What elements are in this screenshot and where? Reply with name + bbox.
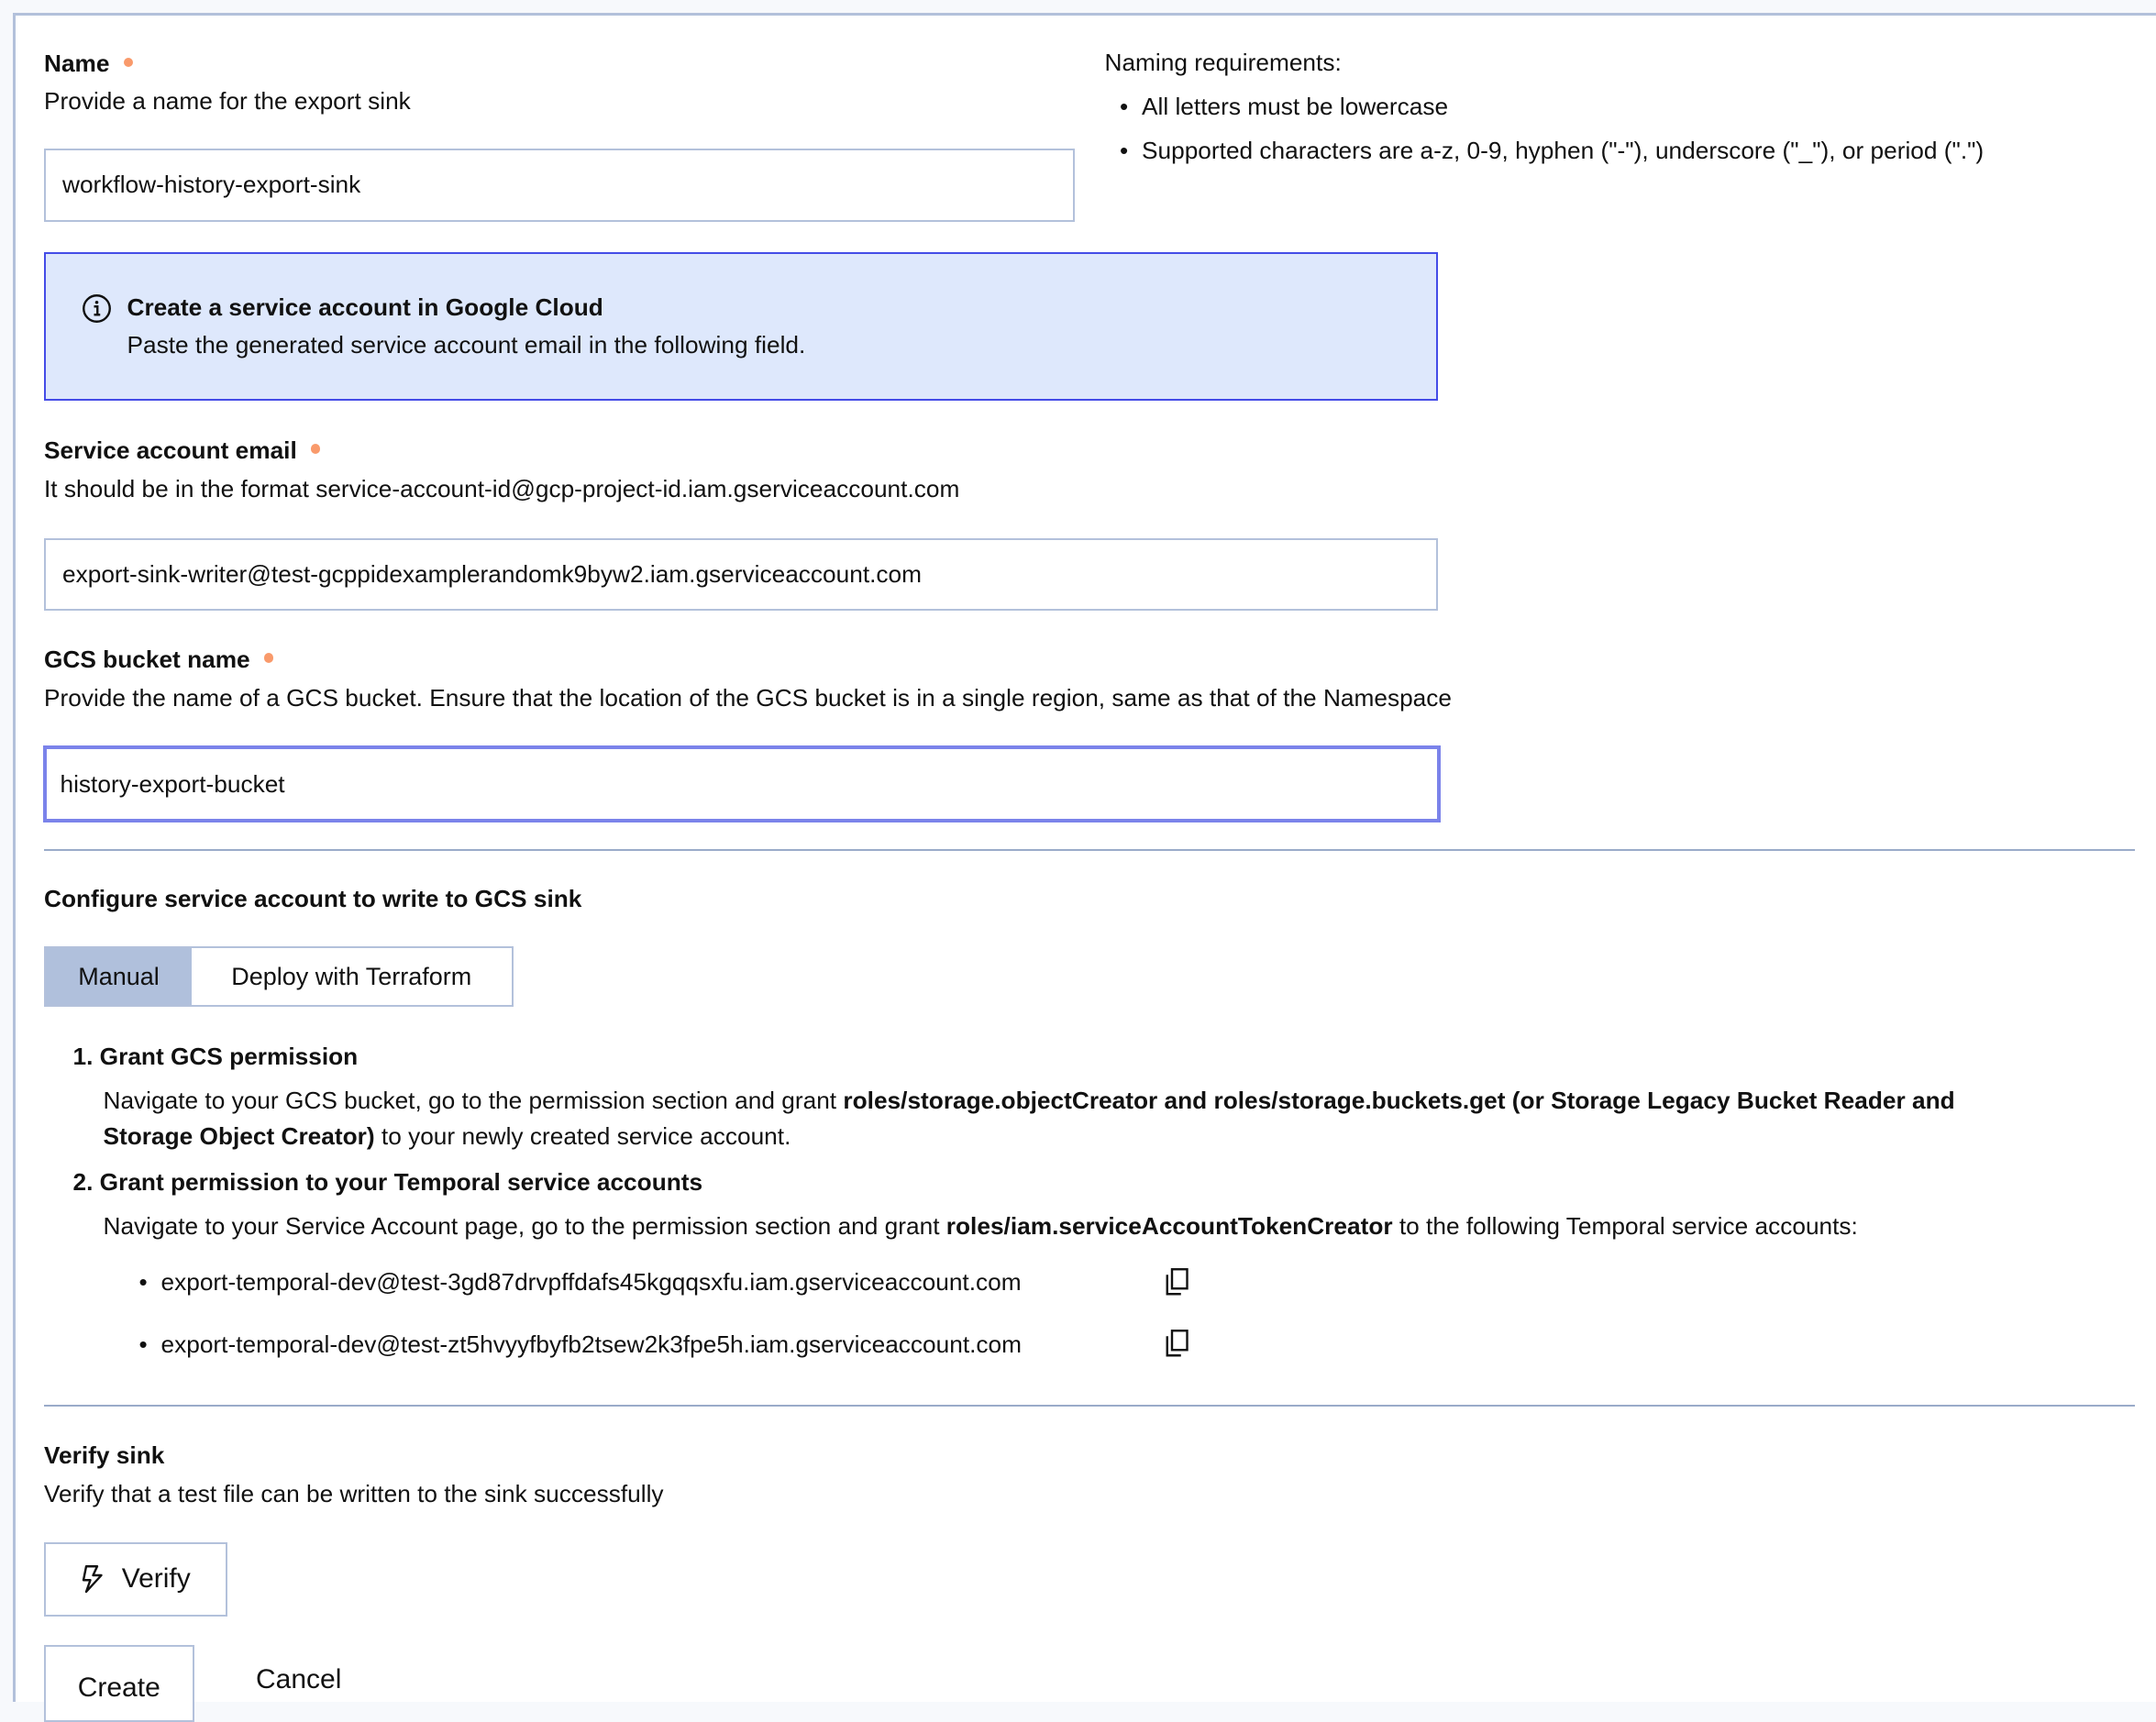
tab-deploy-with-terraform[interactable]: Deploy with Terraform	[192, 948, 512, 1005]
step-2-text-end: to the following Temporal service accounts:	[1393, 1212, 1858, 1240]
info-banner-title: Create a service account in Google Cloud	[127, 293, 603, 322]
info-circle-icon	[82, 293, 112, 324]
service-account-label-text: Service account email	[44, 436, 297, 464]
required-indicator	[311, 444, 321, 454]
step-2-role: roles/iam.serviceAccountTokenCreator	[946, 1212, 1393, 1240]
tab-manual[interactable]: Manual	[46, 948, 192, 1005]
required-indicator	[124, 58, 134, 68]
temporal-service-account: export-temporal-dev@test-zt5hvyyfbyfb2tsew2k3fpe5h.iam.gserviceaccount.com	[161, 1330, 1023, 1358]
step-1-title: 1. Grant GCS permission	[73, 1043, 359, 1071]
verify-button-label: Verify	[122, 1563, 191, 1595]
step-2-text-part: Navigate to your Service Account page, go to the permission section and grant	[104, 1212, 946, 1240]
info-banner-text: Paste the generated service account email in the following field.	[127, 331, 806, 359]
service-account-label	[44, 436, 320, 465]
lightning-icon	[81, 1564, 105, 1595]
step-1-text	[104, 1087, 1955, 1115]
naming-requirements-title: Naming requirements:	[1105, 49, 1342, 77]
verify-title: Verify sink	[44, 1441, 164, 1470]
create-button[interactable]: Create	[44, 1645, 194, 1722]
bucket-name-input[interactable]: history-export-bucket	[43, 745, 1441, 822]
configure-tabs	[44, 946, 514, 1007]
naming-requirement-item: • All letters must be lowercase	[1142, 93, 1448, 121]
naming-requirement-item: • Supported characters are a-z, 0-9, hyphen ("-"), underscore ("_"), or period (".")	[1142, 137, 1984, 165]
step-1-text-part: Navigate to your GCS bucket, go to the permission section and grant	[104, 1087, 844, 1114]
bucket-label-text: GCS bucket name	[44, 646, 250, 673]
copy-icon[interactable]	[1164, 1329, 1191, 1359]
bucket-description: Provide the name of a GCS bucket. Ensure that the location of the GCS bucket is in a single region, same as that of the Namespace	[44, 684, 1452, 712]
copy-icon[interactable]	[1164, 1267, 1191, 1297]
step-1-text-end: to your newly created service account.	[375, 1122, 791, 1150]
step-1-roles-cont: Storage Object Creator)	[104, 1122, 375, 1150]
service-account-email-input[interactable]: export-sink-writer@test-gcppidexamplerandomk9byw2.iam.gserviceaccount.com	[44, 538, 1438, 612]
section-divider	[44, 1405, 2135, 1407]
name-label-text: Name	[44, 50, 110, 77]
verify-button[interactable]	[44, 1542, 227, 1617]
name-description: Provide a name for the export sink	[44, 87, 411, 116]
configure-title: Configure service account to write to GCS sink	[44, 885, 581, 913]
temporal-service-account-item	[161, 1268, 1022, 1297]
info-banner	[44, 252, 1438, 401]
name-label	[44, 50, 133, 78]
section-divider	[44, 849, 2135, 851]
step-1-text-cont	[104, 1122, 791, 1151]
required-indicator	[264, 653, 274, 663]
temporal-service-account: export-temporal-dev@test-3gd87drvpffdafs45kgqqsxfu.iam.gserviceaccount.com	[161, 1268, 1022, 1296]
service-account-description: It should be in the format service-account-id@gcp-project-id.iam.gserviceaccount.com	[44, 475, 959, 503]
step-2-text	[104, 1212, 1858, 1241]
step-1-roles: roles/storage.objectCreator and roles/storage.buckets.get (or Storage Legacy Bucket Reader and	[843, 1087, 1954, 1114]
temporal-service-account-item	[161, 1330, 1023, 1359]
bucket-label	[44, 646, 273, 674]
step-2-title: 2. Grant permission to your Temporal service accounts	[73, 1168, 703, 1197]
verify-description: Verify that a test file can be written to the sink successfully	[44, 1480, 664, 1508]
name-input[interactable]: workflow-history-export-sink	[44, 149, 1075, 222]
cancel-button[interactable]: Cancel	[256, 1664, 341, 1695]
